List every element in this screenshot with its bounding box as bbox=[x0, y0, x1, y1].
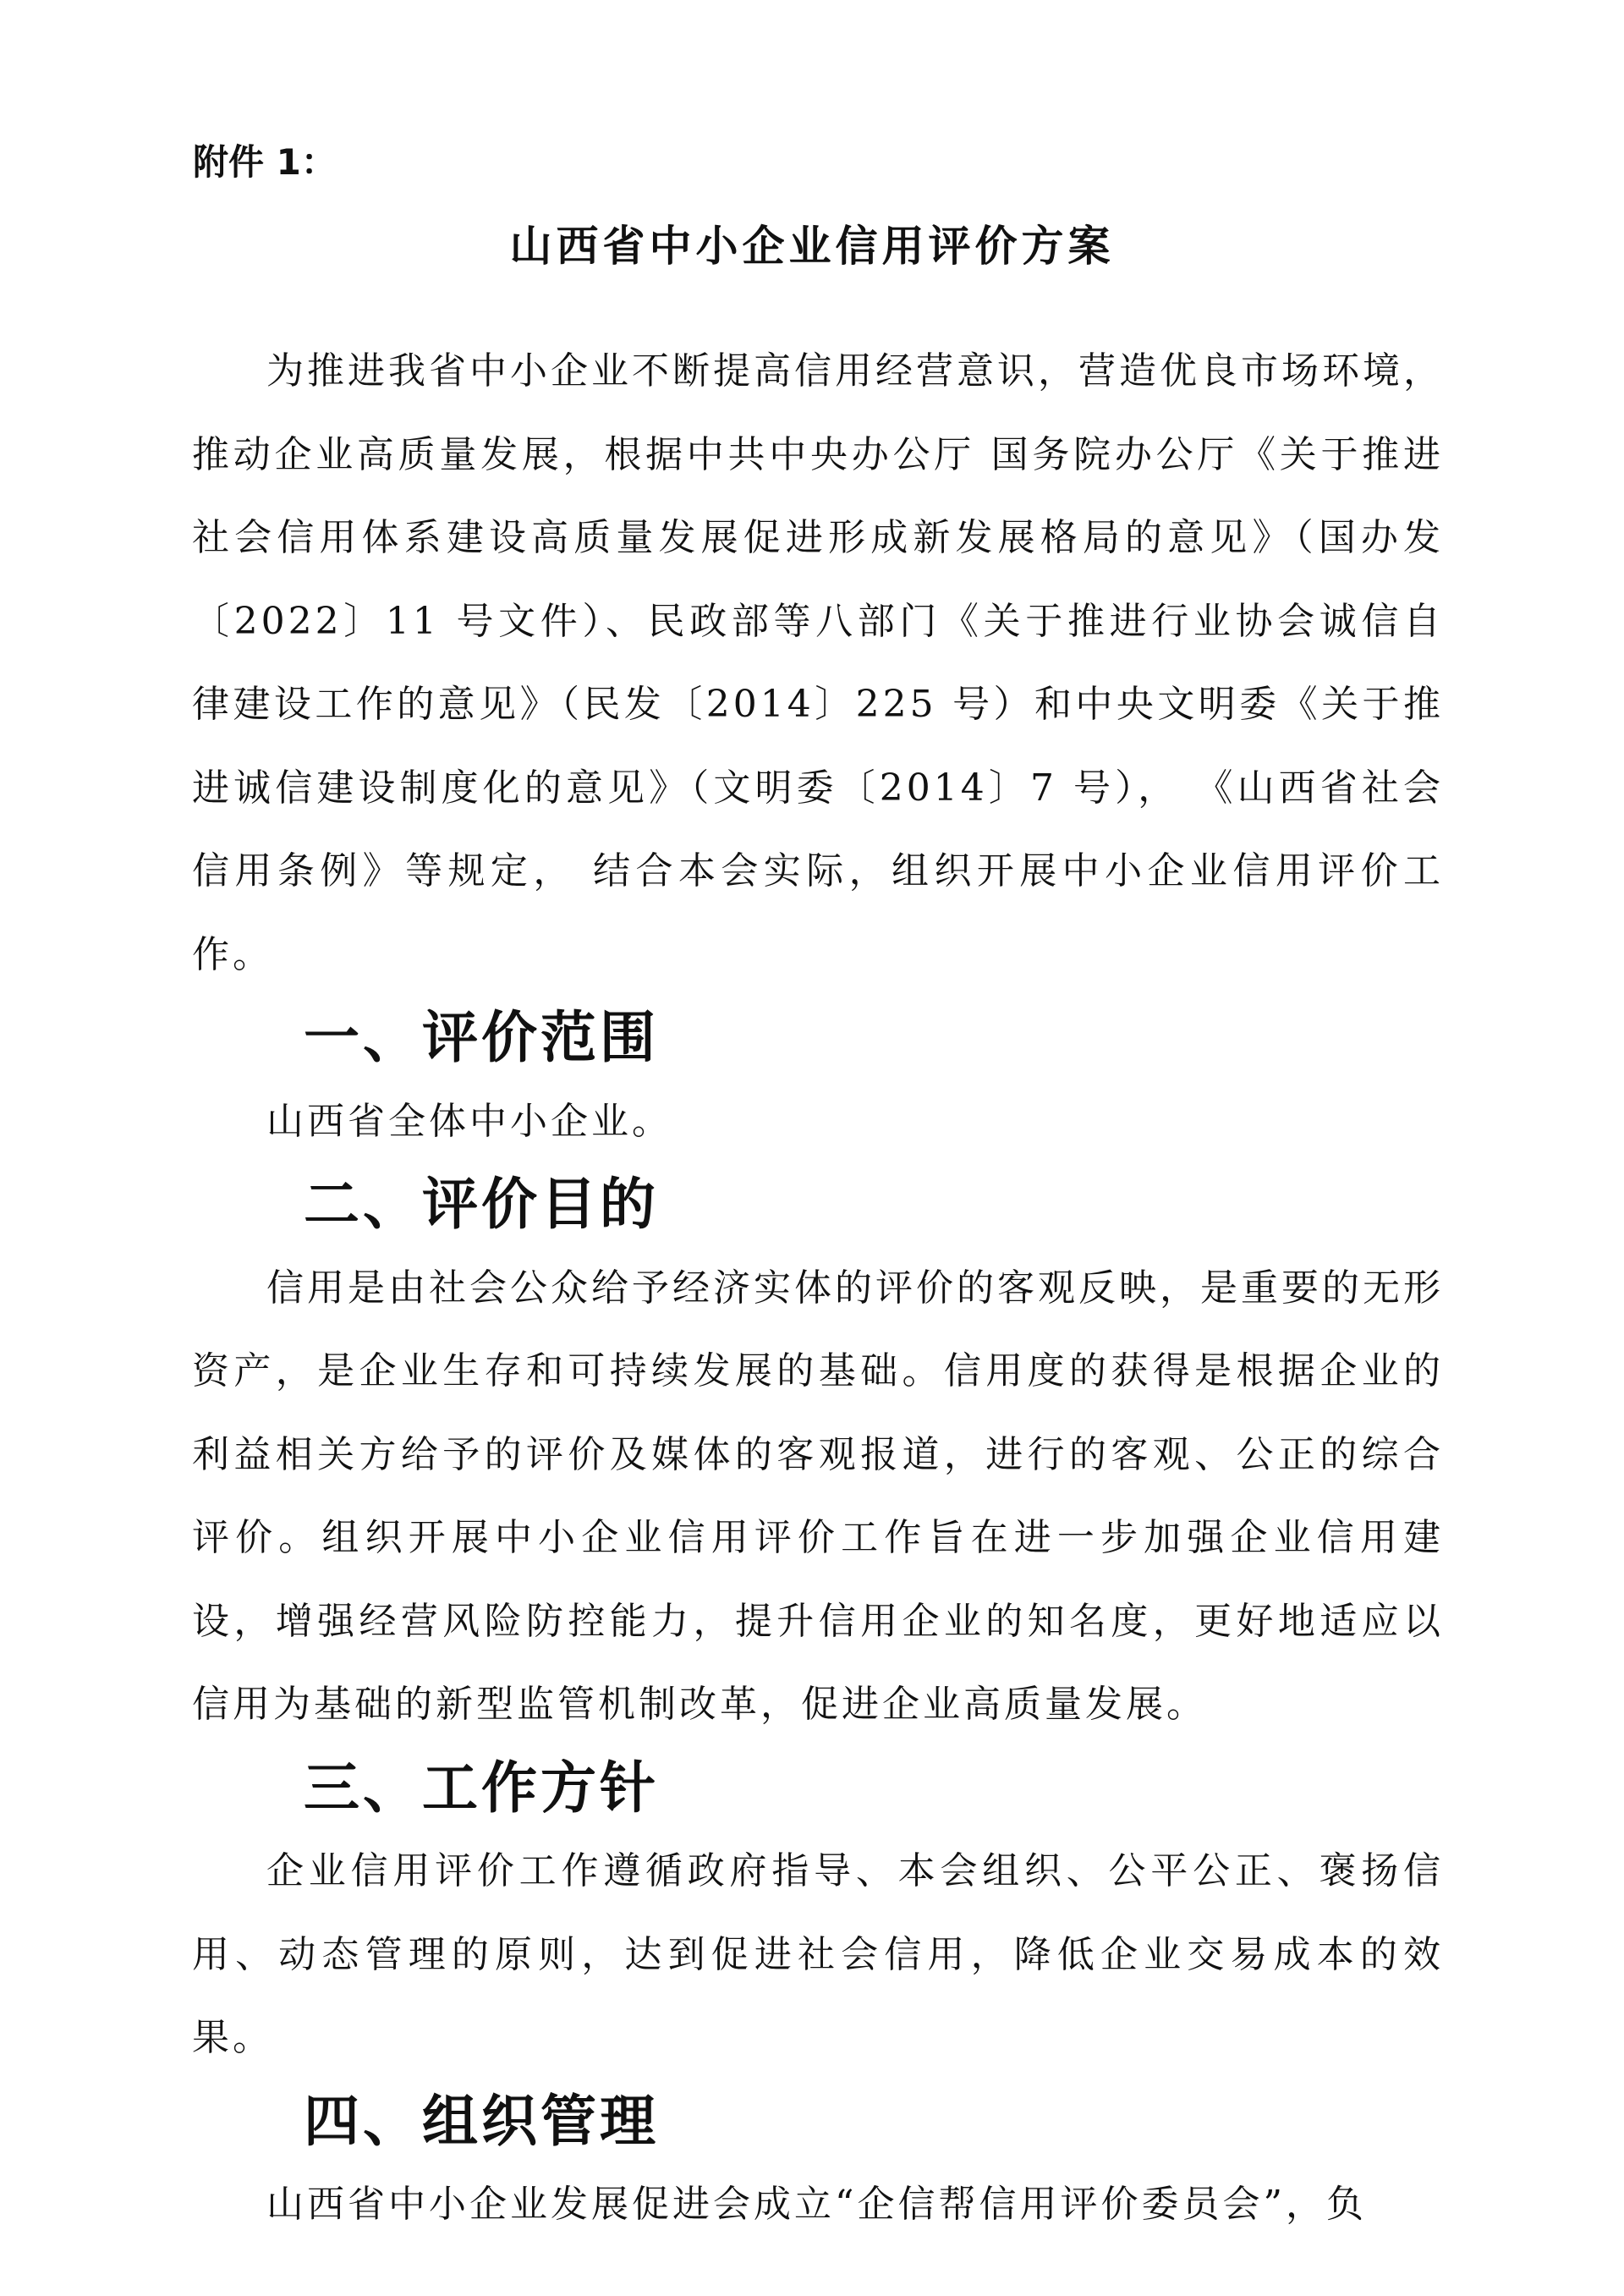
document-title: 山西省中小企业信用评价方案 bbox=[509, 222, 1115, 271]
section-text-management: 山西省中小企业发展促进会成立“企信帮信用评价委员会”，负 bbox=[266, 2183, 1367, 2226]
section-heading-management: 四、组织管理 bbox=[304, 2088, 659, 2154]
section-heading-scope: 一、评价范围 bbox=[304, 1005, 659, 1070]
section-heading-guideline: 三、工作方针 bbox=[304, 1755, 659, 1821]
section-text-scope: 山西省全体中小企业。 bbox=[266, 1099, 672, 1143]
section-text-guideline: 企业信用评价工作遵循政府指导、本会组织、公平公正、褒扬信用、动态管理的原则，达到促进社会信用，降低企业交易成本的效果。 bbox=[192, 1849, 1444, 2059]
section-heading-purpose: 二、评价目的 bbox=[304, 1172, 659, 1237]
document-body bbox=[192, 330, 1444, 2247]
section-text-purpose: 信用是由社会公众给予经济实体的评价的客观反映，是重要的无形资产，是企业生存和可持续发展的基础。信用度的获得是根据企业的利益相关方给予的评价及媒体的客观报道，进行的客观、公正的综合评价。组织开展中小企业信用评价工作旨在进一步加强企业信用建设，增强经营风险防控能力，提升信用企业的知名度，更好地适应以信用为基础的新型监管机制改革，促进企业高质量发展。 bbox=[192, 1266, 1444, 1726]
attachment-label: 附件 1： bbox=[193, 141, 337, 183]
intro-paragraph: 为推进我省中小企业不断提高信用经营意识，营造优良市场环境，推动企业高质量发展，根据中共中央办公厅 国务院办公厅《关于推进社会信用体系建设高质量发展促进形成新发展格局的意见》（国办发〔2022〕11 号文件）、民政部等八部门《关于推进行业协会诚信自律建设工作的意见》（民发〔2014〕225 号）和中央文明委《关于推进诚信建设制度化的意见》（文明委〔2014〕7 号）， 《山西省社会信用条例》等规定， 结合本会实际，组织开展中小企业信用评价工作。 bbox=[192, 349, 1444, 976]
